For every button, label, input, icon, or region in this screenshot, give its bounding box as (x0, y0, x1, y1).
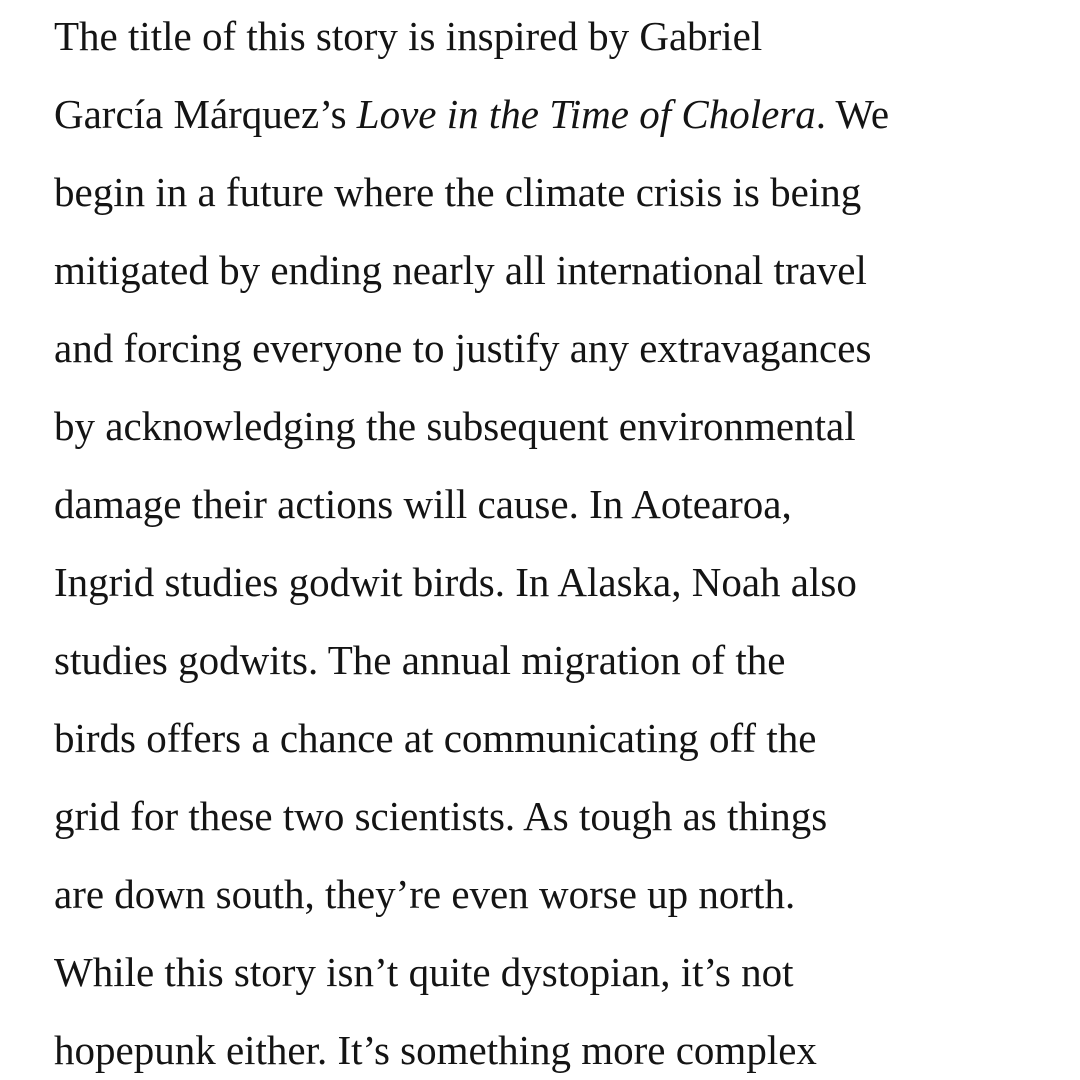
paragraph-line: studies godwits. The annual migration of the (54, 637, 786, 683)
paragraph-line: and forcing everyone to justify any extravagances (54, 325, 872, 371)
paragraph-line: García Márquez’s Love in the Time of Cholera. We (54, 91, 890, 137)
paragraph-line: by acknowledging the subsequent environmental (54, 403, 856, 449)
paragraph-line: birds offers a chance at communicating off the (54, 715, 817, 761)
paragraph-line: begin in a future where the climate crisis is being (54, 169, 862, 215)
paragraph-line: grid for these two scientists. As tough as things (54, 793, 828, 839)
paragraph-line: mitigated by ending nearly all international travel (54, 247, 867, 293)
paragraph-line: damage their actions will cause. In Aotearoa, (54, 481, 792, 527)
paragraph-line: hopepunk either. It’s something more complex (54, 1027, 817, 1073)
paragraph-line: While this story isn’t quite dystopian, it’s not (54, 949, 794, 995)
paragraph-line: Ingrid studies godwit birds. In Alaska, Noah also (54, 559, 857, 605)
book-title: Love in the Time of Cholera (356, 91, 816, 137)
paragraph-line: are down south, they’re even worse up north. (54, 871, 796, 917)
paragraph-line: The title of this story is inspired by Gabriel (54, 13, 763, 59)
